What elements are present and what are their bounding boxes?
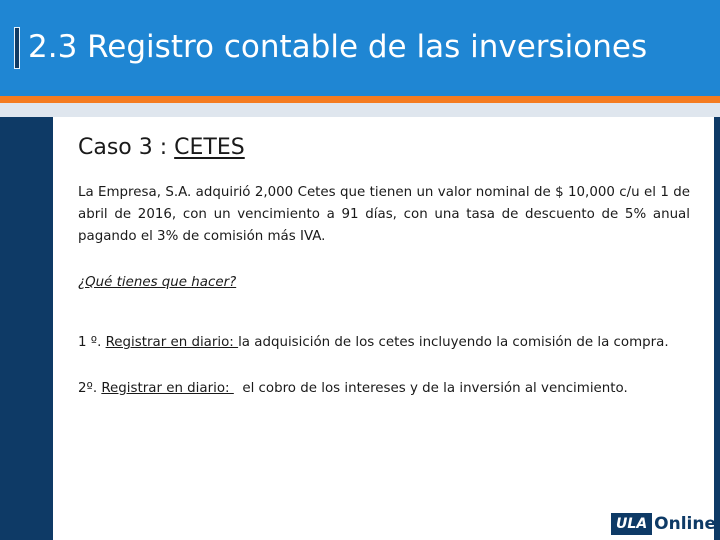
- case-prefix: Caso 3 :: [78, 135, 175, 160]
- logo-mark: ULA: [611, 513, 652, 535]
- right-side-band: [714, 117, 720, 540]
- step-2-number: 2º.: [78, 381, 102, 396]
- slide-title: 2.3 Registro contable de las inversiones: [28, 29, 648, 65]
- step-2-action: Registrar en diario:: [101, 381, 234, 396]
- orange-divider: [0, 96, 720, 103]
- step-1-action: Registrar en diario:: [105, 335, 239, 350]
- question-heading: ¿Qué tienes que hacer?: [78, 275, 237, 290]
- left-side-band: [0, 117, 53, 540]
- light-divider: [0, 103, 720, 117]
- step-2: [78, 378, 690, 400]
- step-1-number: 1 º.: [78, 335, 106, 350]
- step-1: [78, 332, 690, 354]
- step-1-text: la adquisición de los cetes incluyendo la comisión de la compra.: [238, 335, 669, 350]
- title-accent-bar: [14, 27, 20, 69]
- case-description: La Empresa, S.A. adquirió 2,000 Cetes que tienen un valor nominal de $ 10,000 c/u el 1 de abril de 2016, con un vencimiento a 91 días, con una tasa de descuento de 5% anual pagando el 3% de comisión más IVA.: [78, 185, 690, 244]
- step-2-text: el cobro de los intereses y de la inversión al vencimiento.: [233, 381, 628, 396]
- slide-content: [78, 130, 690, 400]
- case-title: [78, 130, 690, 166]
- slide-header: [0, 0, 720, 96]
- logo-text: Online: [654, 514, 716, 534]
- case-name: CETES: [174, 135, 245, 160]
- ula-online-logo: [616, 511, 716, 537]
